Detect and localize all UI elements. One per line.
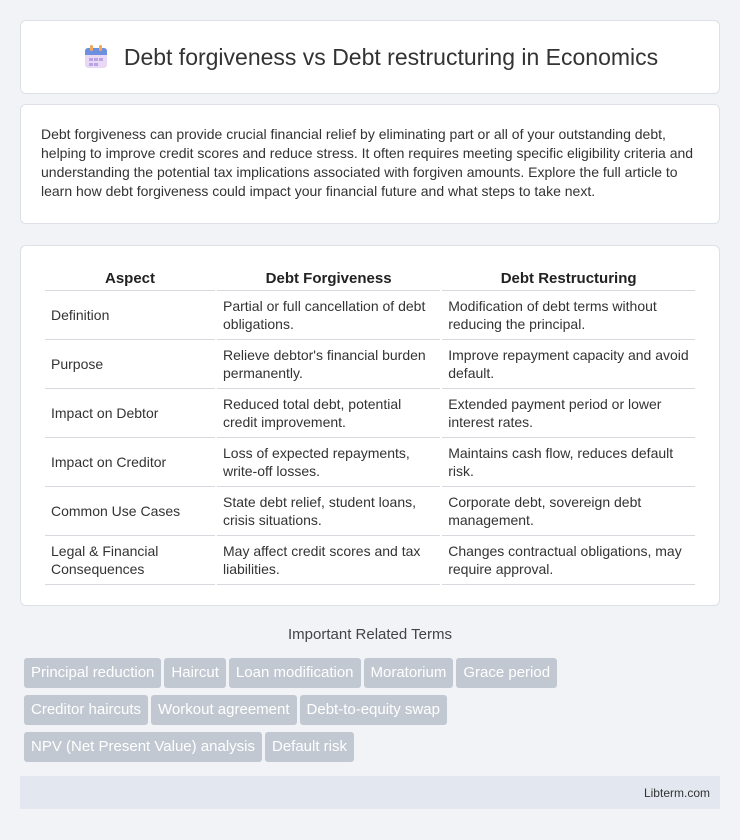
table-cell: Common Use Cases xyxy=(45,487,215,536)
table-cell: Loss of expected repayments, write-off losses. xyxy=(217,438,440,487)
related-term-tag[interactable]: Default risk xyxy=(265,732,354,762)
table-cell: Reduced total debt, potential credit improvement. xyxy=(217,389,440,438)
related-terms-list xyxy=(24,658,724,769)
table-cell: Improve repayment capacity and avoid default. xyxy=(442,340,695,389)
table-cell: Corporate debt, sovereign debt management. xyxy=(442,487,695,536)
related-term-tag[interactable]: Moratorium xyxy=(364,658,454,688)
table-cell: Changes contractual obligations, may require approval. xyxy=(442,536,695,585)
comparison-table xyxy=(43,266,697,585)
related-term-tag[interactable]: Loan modification xyxy=(229,658,361,688)
related-term-tag[interactable]: Creditor haircuts xyxy=(24,695,148,725)
comparison-table-card xyxy=(20,245,720,606)
table-cell: Definition xyxy=(45,291,215,340)
table-cell: Maintains cash flow, reduces default risk. xyxy=(442,438,695,487)
table-row xyxy=(45,536,695,585)
table-cell: Partial or full cancellation of debt obligations. xyxy=(217,291,440,340)
related-term-tag[interactable]: Workout agreement xyxy=(151,695,296,725)
column-header: Debt Forgiveness xyxy=(217,266,440,291)
table-cell: Modification of debt terms without reducing the principal. xyxy=(442,291,695,340)
intro-text: Debt forgiveness can provide crucial financial relief by eliminating part or all of your outstanding debt, helping to improve credit scores and reduce stress. It often requires meeting specific eligibility criteria and understanding the potential tax implications associated with forgiven amounts. Explore the full article to learn how debt forgiveness could impact your financial future and what steps to take next. xyxy=(41,126,694,199)
header-card xyxy=(20,20,720,94)
table-cell: State debt relief, student loans, crisis situations. xyxy=(217,487,440,536)
table-cell: Purpose xyxy=(45,340,215,389)
page-title: Debt forgiveness vs Debt restructuring in Economics xyxy=(123,43,659,70)
column-header: Debt Restructuring xyxy=(442,266,695,291)
table-cell: Relieve debtor's financial burden permanently. xyxy=(217,340,440,389)
table-row xyxy=(45,487,695,536)
related-term-tag[interactable]: Grace period xyxy=(456,658,557,688)
column-header: Aspect xyxy=(45,266,215,291)
table-row xyxy=(45,438,695,487)
table-header-row xyxy=(45,266,695,291)
table-cell: Impact on Creditor xyxy=(45,438,215,487)
table-cell: Legal & Financial Consequences xyxy=(45,536,215,585)
related-term-tag[interactable]: Haircut xyxy=(164,658,226,688)
table-row xyxy=(45,389,695,438)
table-row xyxy=(45,291,695,340)
table-cell: Impact on Debtor xyxy=(45,389,215,438)
related-term-tag[interactable]: Principal reduction xyxy=(24,658,161,688)
intro-card xyxy=(20,104,720,224)
footer xyxy=(20,776,720,809)
table-row xyxy=(45,340,695,389)
table-cell: May affect credit scores and tax liabilities. xyxy=(217,536,440,585)
related-term-tag[interactable]: Debt-to-equity swap xyxy=(300,695,447,725)
related-terms-title: Important Related Terms xyxy=(288,626,452,643)
table-cell: Extended payment period or lower interest rates. xyxy=(442,389,695,438)
footer-site-link[interactable]: Libterm.com xyxy=(643,786,710,800)
calendar-icon xyxy=(82,43,110,71)
related-term-tag[interactable]: NPV (Net Present Value) analysis xyxy=(24,732,262,762)
